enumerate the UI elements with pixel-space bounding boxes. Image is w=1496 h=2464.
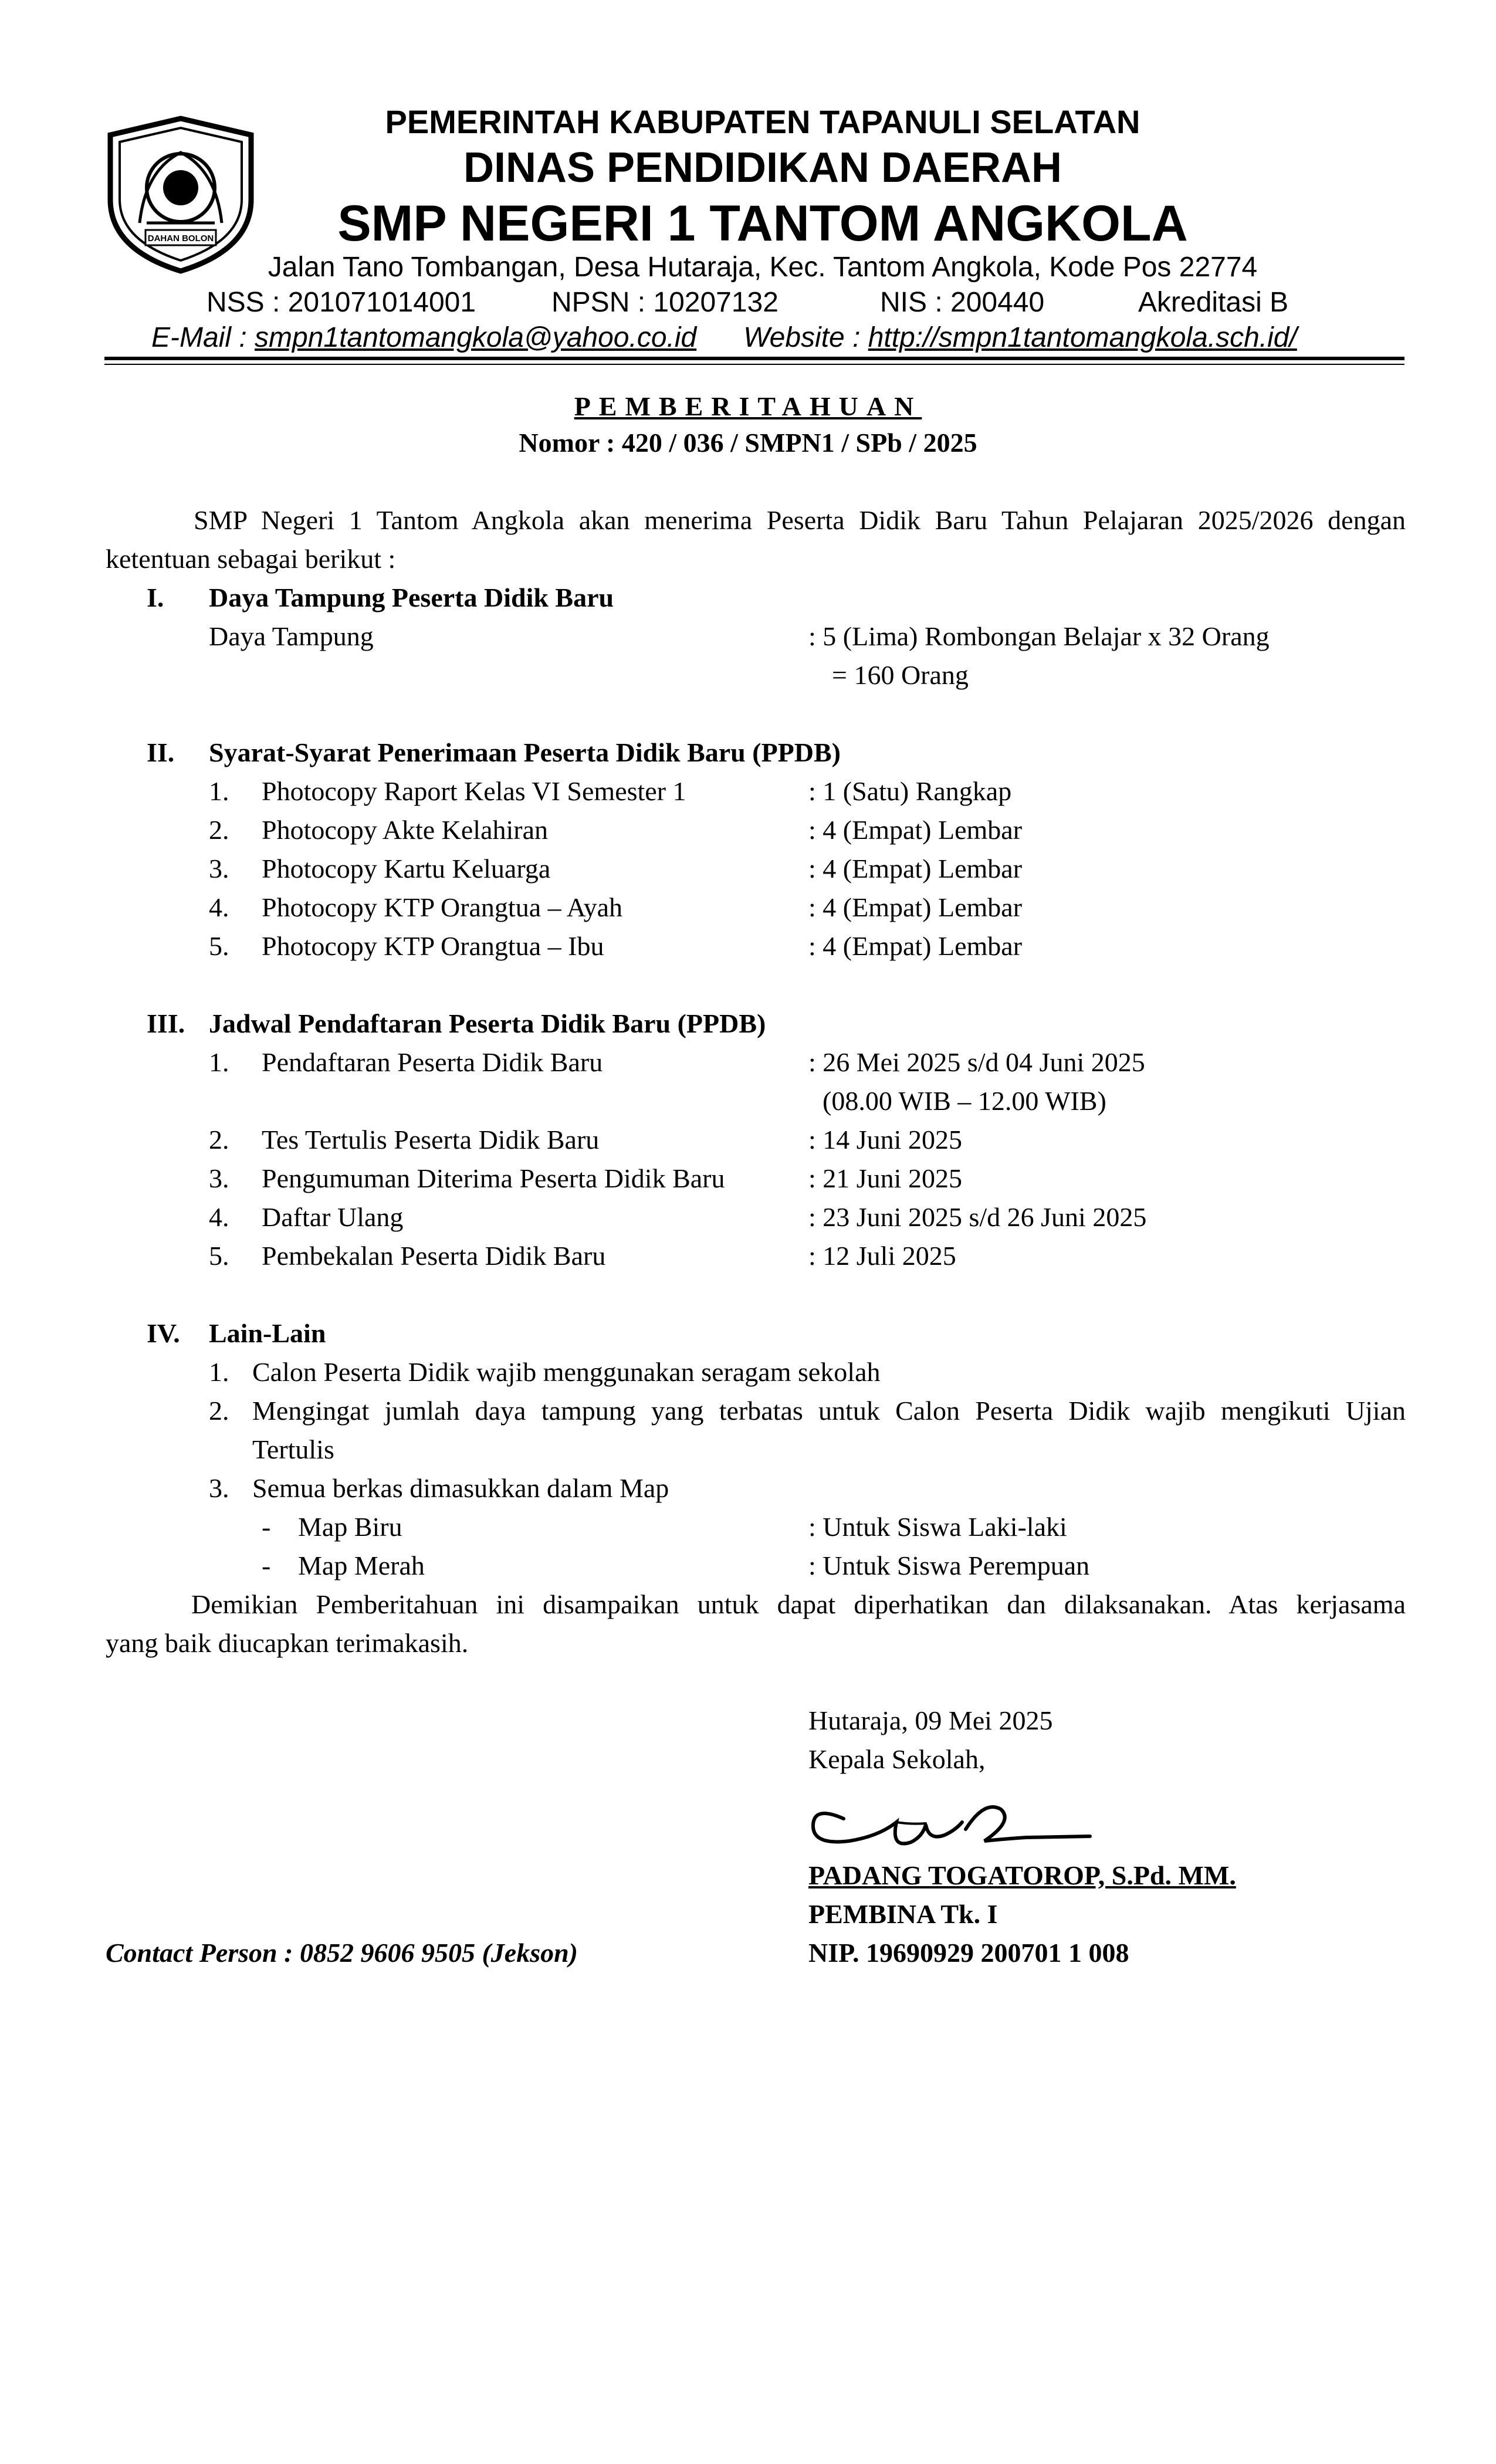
schedule-1-label: Pendaftaran Peserta Didik Baru — [262, 1047, 603, 1077]
kop-nss: NSS : 201071014001 — [207, 287, 476, 318]
req-5-value: : 4 (Empat) Lembar — [808, 931, 1023, 961]
email-label: E-Mail : — [151, 322, 255, 353]
schedule-2-value: : 14 Juni 2025 — [808, 1125, 962, 1155]
section-2-heading: Syarat-Syarat Penerimaan Peserta Didik Baru (PPDB) — [209, 737, 841, 767]
schedule-3-value: : 21 Juni 2025 — [808, 1163, 962, 1193]
document-title: PEMBERITAHUAN — [574, 391, 922, 421]
req-5-num: 5. — [209, 931, 229, 961]
map-2-label: Map Merah — [298, 1551, 425, 1580]
kop-address: Jalan Tano Tombangan, Desa Hutaraja, Kec. Tantom Angkola, Kode Pos 22774 — [268, 252, 1258, 283]
schedule-3-num: 3. — [209, 1163, 229, 1193]
schedule-2-num: 2. — [209, 1125, 229, 1155]
req-3-label: Photocopy Kartu Keluarga — [262, 854, 551, 884]
schedule-1-num: 1. — [209, 1047, 229, 1077]
handwritten-signature-icon — [808, 1788, 1102, 1864]
kop-npsn: NPSN : 10207132 — [551, 287, 779, 318]
section-3-heading: Jadwal Pendaftaran Peserta Didik Baru (PPDB) — [209, 1008, 766, 1038]
capacity-label: Daya Tampung — [209, 621, 374, 651]
website-label: Website : — [743, 322, 868, 353]
schedule-4-label: Daftar Ulang — [262, 1202, 404, 1232]
schedule-3-label: Pengumuman Diterima Peserta Didik Baru — [262, 1163, 725, 1193]
req-3-value: : 4 (Empat) Lembar — [808, 854, 1023, 884]
req-4-value: : 4 (Empat) Lembar — [808, 892, 1023, 922]
req-5-label: Photocopy KTP Orangtua – Ibu — [262, 931, 604, 961]
req-4-label: Photocopy KTP Orangtua – Ayah — [262, 892, 623, 922]
req-1-value: : 1 (Satu) Rangkap — [808, 776, 1012, 806]
kop-government: PEMERINTAH KABUPATEN TAPANULI SELATAN — [385, 103, 1140, 140]
section-4-heading: Lain-Lain — [209, 1318, 326, 1348]
schedule-1-hours: (08.00 WIB – 12.00 WIB) — [823, 1086, 1106, 1116]
place-date: Hutaraja, 09 Mei 2025 — [808, 1705, 1053, 1735]
signatory-name: PADANG TOGATOROP, S.Pd. MM. — [808, 1860, 1236, 1890]
req-1-label: Photocopy Raport Kelas VI Semester 1 — [262, 776, 686, 806]
req-4-num: 4. — [209, 892, 229, 922]
signatory-rank: PEMBINA Tk. I — [808, 1899, 998, 1929]
schedule-4-num: 4. — [209, 1202, 229, 1232]
map-2-value: : Untuk Siswa Perempuan — [808, 1551, 1090, 1580]
schedule-1-value: : 26 Mei 2025 s/d 04 Juni 2025 — [808, 1047, 1145, 1077]
closing-line-2: yang baik diucapkan terimakasih. — [106, 1628, 469, 1658]
letterhead-rule-thin — [104, 364, 1404, 365]
map-2-dash: - — [262, 1551, 271, 1580]
misc-2-text-cont: Tertulis — [252, 1434, 334, 1464]
req-2-value: : 4 (Empat) Lembar — [808, 815, 1023, 845]
contact-person: Contact Person : 0852 9606 9505 (Jekson) — [106, 1938, 578, 1968]
kop-school-name: SMP NEGERI 1 TANTOM ANGKOLA — [337, 195, 1188, 252]
misc-1-text: Calon Peserta Didik wajib menggunakan seragam sekolah — [252, 1357, 881, 1387]
signatory-nip: NIP. 19690929 200701 1 008 — [808, 1938, 1129, 1968]
website-link[interactable]: http://smpn1tantomangkola.sch.id/ — [868, 322, 1297, 353]
misc-3-text: Semua berkas dimasukkan dalam Map — [252, 1473, 669, 1503]
section-2-number: II. — [147, 737, 175, 767]
map-1-value: : Untuk Siswa Laki-laki — [808, 1512, 1067, 1542]
misc-1-num: 1. — [209, 1357, 229, 1387]
kop-akreditasi: Akreditasi B — [1138, 287, 1289, 318]
kop-contact-line — [151, 321, 1407, 354]
schedule-5-num: 5. — [209, 1241, 229, 1271]
schedule-5-value: : 12 Juli 2025 — [808, 1241, 956, 1271]
schedule-4-value: : 23 Juni 2025 s/d 26 Juni 2025 — [808, 1202, 1147, 1232]
intro-line-2: ketentuan sebagai berikut : — [106, 544, 396, 574]
kop-department: DINAS PENDIDIKAN DAERAH — [463, 144, 1062, 191]
schedule-5-label: Pembekalan Peserta Didik Baru — [262, 1241, 606, 1271]
section-4-number: IV. — [147, 1318, 180, 1348]
capacity-total: = 160 Orang — [832, 660, 969, 690]
svg-text:DAHAN BOLON: DAHAN BOLON — [147, 233, 214, 243]
letterhead-rule-thick — [104, 357, 1404, 360]
map-1-label: Map Biru — [298, 1512, 402, 1542]
closing-line-1: Demikian Pemberitahuan ini disampaikan untuk dapat diperhatikan dan dilaksanakan. Atas kerjasama — [191, 1589, 1406, 1619]
req-2-label: Photocopy Akte Kelahiran — [262, 815, 549, 845]
map-1-dash: - — [262, 1512, 271, 1542]
kop-nis: NIS : 200440 — [880, 287, 1045, 318]
signatory-position: Kepala Sekolah, — [808, 1744, 986, 1774]
section-1-heading: Daya Tampung Peserta Didik Baru — [209, 583, 614, 612]
req-1-num: 1. — [209, 776, 229, 806]
misc-2-text: Mengingat jumlah daya tampung yang terbatas untuk Calon Peserta Didik wajib mengikuti Ujian — [252, 1396, 1406, 1426]
document-number: Nomor : 420 / 036 / SMPN1 / SPb / 2025 — [519, 428, 977, 458]
misc-3-num: 3. — [209, 1473, 229, 1503]
capacity-value: : 5 (Lima) Rombongan Belajar x 32 Orang — [808, 621, 1270, 651]
misc-2-num: 2. — [209, 1396, 229, 1426]
req-2-num: 2. — [209, 815, 229, 845]
schedule-2-label: Tes Tertulis Peserta Didik Baru — [262, 1125, 600, 1155]
section-3-number: III. — [147, 1008, 185, 1038]
section-1-number: I. — [147, 583, 164, 612]
email-link[interactable]: smpn1tantomangkola@yahoo.co.id — [255, 322, 697, 353]
intro-line-1: SMP Negeri 1 Tantom Angkola akan menerima Peserta Didik Baru Tahun Pelajaran 2025/2026 dengan — [194, 505, 1406, 535]
req-3-num: 3. — [209, 854, 229, 884]
